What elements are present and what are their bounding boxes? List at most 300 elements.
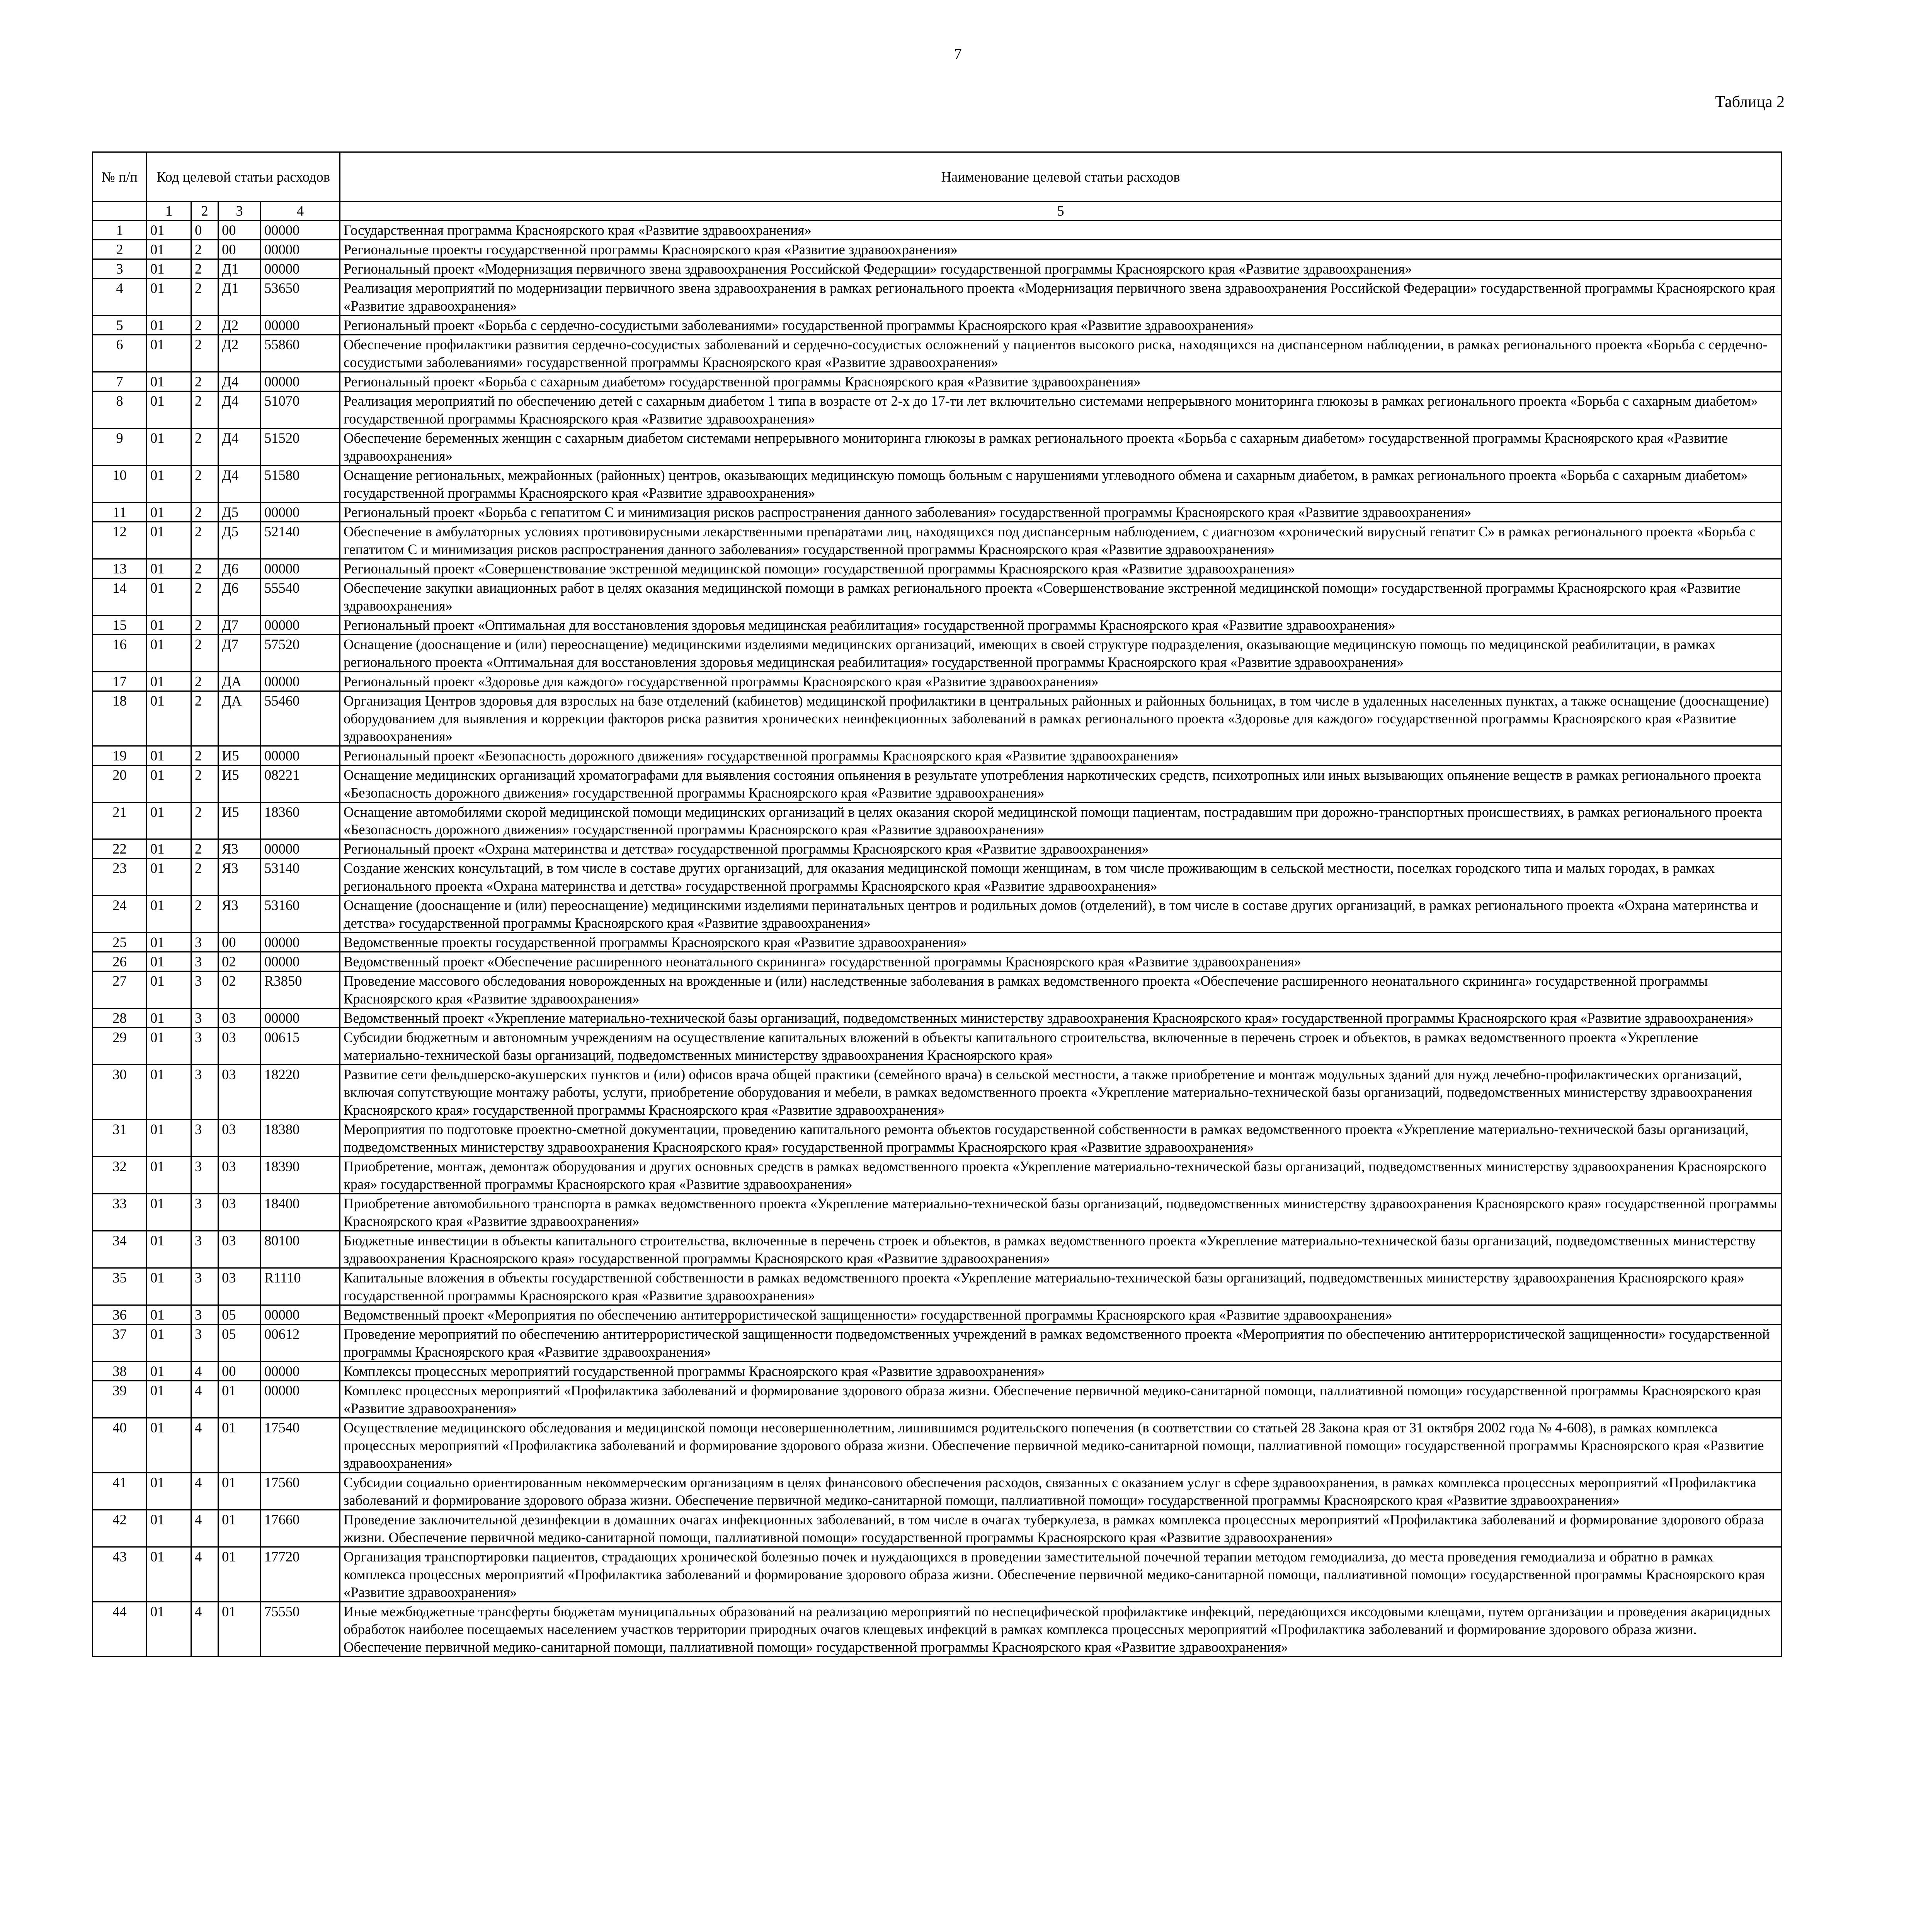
- row-number: 41: [93, 1473, 147, 1510]
- code-part-3: 00: [218, 933, 261, 952]
- code-part-2: 3: [191, 971, 218, 1009]
- row-number: 19: [93, 746, 147, 765]
- code-part-4: 00000: [261, 240, 340, 259]
- expense-name: Оснащение (дооснащение и (или) переоснащение) медицинскими изделиями медицинских организаций, имеющих в своей структуре подразделения, оказывающие медицинскую помощь по медицинской реабилитации, в рамках регионального проекта «Оптимальная для восстановления здоровья медицинская реабилитация» государственной программы Красноярского края «Развитие здравоохранения»: [340, 634, 1782, 672]
- expense-name: Региональный проект «Борьба с сердечно-сосудистыми заболеваниями» государственной программы Красноярского края «Развитие здравоохранения»: [340, 315, 1782, 335]
- code-part-3: 01: [218, 1418, 261, 1473]
- code-part-1: 01: [147, 391, 191, 428]
- row-number: 24: [93, 896, 147, 933]
- code-part-3: 03: [218, 1065, 261, 1120]
- table-row: [93, 240, 1782, 259]
- expense-name: Региональные проекты государственной программы Красноярского края «Развитие здравоохранения»: [340, 240, 1782, 259]
- row-number: 7: [93, 372, 147, 391]
- expense-name: Обеспечение беременных женщин с сахарным диабетом системами непрерывного мониторинга глюкозы в рамках регионального проекта «Борьба с сахарным диабетом» государственной программы Красноярского края «Развитие здравоохранения»: [340, 428, 1782, 465]
- code-part-2: 3: [191, 1157, 218, 1194]
- table-row: [93, 428, 1782, 465]
- column-number: 5: [340, 202, 1782, 221]
- table-row: [93, 933, 1782, 952]
- code-part-2: 2: [191, 335, 218, 372]
- table-row: [93, 278, 1782, 315]
- code-part-3: 05: [218, 1325, 261, 1362]
- code-part-1: 01: [147, 1268, 191, 1305]
- expense-name: Региональный проект «Совершенствование экстренной медицинской помощи» государственной программы Красноярского края «Развитие здравоохранения»: [340, 559, 1782, 578]
- code-part-1: 01: [147, 1157, 191, 1194]
- code-part-1: 01: [147, 802, 191, 839]
- code-part-4: 17660: [261, 1510, 340, 1547]
- header-num: № п/п: [93, 152, 147, 202]
- table-row: [93, 559, 1782, 578]
- table-row: [93, 765, 1782, 802]
- code-part-2: 2: [191, 765, 218, 802]
- code-part-2: 3: [191, 1325, 218, 1362]
- row-number: 17: [93, 672, 147, 691]
- expense-name: Государственная программа Красноярского края «Развитие здравоохранения»: [340, 220, 1782, 240]
- code-part-1: 01: [147, 428, 191, 465]
- expense-name: Региональный проект «Борьба с гепатитом С и минимизация рисков распространения данного заболевания» государственной программы Красноярского края «Развитие здравоохранения»: [340, 502, 1782, 522]
- code-part-2: 2: [191, 615, 218, 634]
- expense-name: Организация транспортировки пациентов, страдающих хронической болезнью почек и нуждающихся в проведении заместительной почечной терапии методом гемодиализа, до места проведения гемодиализа и обратно в рамках комплекса процессных мероприятий «Профилактика заболеваний и формирование здорового образа жизни. Обеспечение первичной медико-санитарной помощи, паллиативной помощи» государственной программы Красноярского края «Развитие здравоохранения»: [340, 1547, 1782, 1602]
- code-part-2: 2: [191, 240, 218, 259]
- code-part-4: 00000: [261, 952, 340, 971]
- code-part-3: 00: [218, 220, 261, 240]
- expense-name: Региональный проект «Оптимальная для восстановления здоровья медицинская реабилитация» государственной программы Красноярского края «Развитие здравоохранения»: [340, 615, 1782, 634]
- code-part-2: 2: [191, 372, 218, 391]
- code-part-1: 01: [147, 746, 191, 765]
- expense-name: Региональный проект «Здоровье для каждого» государственной программы Красноярского края «Развитие здравоохранения»: [340, 672, 1782, 691]
- code-part-4: 53140: [261, 859, 340, 896]
- code-part-3: 03: [218, 1028, 261, 1065]
- code-part-1: 01: [147, 1325, 191, 1362]
- column-number-blank: [93, 202, 147, 221]
- code-part-2: 3: [191, 952, 218, 971]
- row-number: 16: [93, 634, 147, 672]
- expense-name: Оснащение медицинских организаций хроматографами для выявления состояния опьянения в результате употребления наркотических средств, психотропных или иных вызывающих опьянение веществ в рамках регионального проекта «Безопасность дорожного движения» государственной программы Красноярского края «Развитие здравоохранения»: [340, 765, 1782, 802]
- code-part-1: 01: [147, 278, 191, 315]
- row-number: 2: [93, 240, 147, 259]
- table-row: [93, 578, 1782, 615]
- row-number: 13: [93, 559, 147, 578]
- code-part-4: 00612: [261, 1325, 340, 1362]
- row-number: 20: [93, 765, 147, 802]
- table-row: [93, 502, 1782, 522]
- table-row: [93, 1602, 1782, 1656]
- code-part-2: 4: [191, 1418, 218, 1473]
- code-part-2: 2: [191, 391, 218, 428]
- row-number: 22: [93, 839, 147, 859]
- expense-name: Мероприятия по подготовке проектно-сметной документации, проведению капитального ремонта объектов государственной собственности в рамках ведомственного проекта «Укрепление материально-технической базы организаций, подведомственных министерству здравоохранения Красноярского края» государственной программы Красноярского края «Развитие здравоохранения»: [340, 1120, 1782, 1157]
- code-part-2: 4: [191, 1473, 218, 1510]
- row-number: 3: [93, 259, 147, 278]
- code-part-4: 17720: [261, 1547, 340, 1602]
- table-row: [93, 1362, 1782, 1381]
- code-part-1: 01: [147, 952, 191, 971]
- row-number: 8: [93, 391, 147, 428]
- code-part-4: 00000: [261, 372, 340, 391]
- table-row: [93, 1381, 1782, 1418]
- row-number: 37: [93, 1325, 147, 1362]
- expense-name: Капитальные вложения в объекты государственной собственности в рамках ведомственного проекта «Укрепление материально-технической базы организаций, подведомственных министерству здравоохранения Красноярского края» государственной программы Красноярского края «Развитие здравоохранения»: [340, 1268, 1782, 1305]
- expense-name: Оснащение региональных, межрайонных (районных) центров, оказывающих медицинскую помощь больным с нарушениями углеводного обмена и сахарным диабетом, в рамках регионального проекта «Борьба с сахарным диабетом» государственной программы Красноярского края «Развитие здравоохранения»: [340, 465, 1782, 502]
- code-part-2: 2: [191, 465, 218, 502]
- code-part-2: 2: [191, 859, 218, 896]
- code-part-3: 01: [218, 1473, 261, 1510]
- code-part-4: 53160: [261, 896, 340, 933]
- code-part-2: 3: [191, 1194, 218, 1231]
- code-part-4: 00000: [261, 502, 340, 522]
- code-part-3: Д2: [218, 315, 261, 335]
- code-part-3: Д1: [218, 278, 261, 315]
- row-number: 43: [93, 1547, 147, 1602]
- row-number: 32: [93, 1157, 147, 1194]
- code-part-1: 01: [147, 1305, 191, 1325]
- expense-name: Проведение заключительной дезинфекции в домашних очагах инфекционных заболеваний, в том числе в очагах туберкулеза, в рамках комплекса процессных мероприятий «Профилактика заболеваний и формирование здорового образа жизни. Обеспечение первичной медико-санитарной помощи, паллиативной помощи» государственной программы Красноярского края «Развитие здравоохранения»: [340, 1510, 1782, 1547]
- expense-name: Реализация мероприятий по обеспечению детей с сахарным диабетом 1 типа в возрасте от 2-х до 17-ти лет включительно системами непрерывного мониторинга глюкозы в рамках регионального проекта «Борьба с сахарным диабетом» государственной программы Красноярского края «Развитие здравоохранения»: [340, 391, 1782, 428]
- budget-code-table: [92, 151, 1782, 1657]
- code-part-4: 00000: [261, 672, 340, 691]
- row-number: 18: [93, 691, 147, 746]
- code-part-2: 3: [191, 1305, 218, 1325]
- column-number-row: [93, 202, 1782, 221]
- row-number: 12: [93, 522, 147, 559]
- column-number: 3: [218, 202, 261, 221]
- code-part-4: 00615: [261, 1028, 340, 1065]
- expense-name: Региональный проект «Модернизация первичного звена здравоохранения Российской Федерации» государственной программы Красноярского края «Развитие здравоохранения»: [340, 259, 1782, 278]
- code-part-1: 01: [147, 634, 191, 672]
- code-part-3: Д7: [218, 615, 261, 634]
- code-part-3: Я3: [218, 839, 261, 859]
- row-number: 39: [93, 1381, 147, 1418]
- code-part-2: 2: [191, 522, 218, 559]
- code-part-4: 75550: [261, 1602, 340, 1656]
- row-number: 27: [93, 971, 147, 1009]
- code-part-3: 01: [218, 1602, 261, 1656]
- table-row: [93, 1194, 1782, 1231]
- table-row: [93, 1325, 1782, 1362]
- row-number: 1: [93, 220, 147, 240]
- table-row: [93, 259, 1782, 278]
- code-part-1: 01: [147, 1194, 191, 1231]
- code-part-3: 03: [218, 1194, 261, 1231]
- code-part-3: 02: [218, 971, 261, 1009]
- row-number: 38: [93, 1362, 147, 1381]
- table-row: [93, 315, 1782, 335]
- code-part-2: 2: [191, 259, 218, 278]
- code-part-4: 18220: [261, 1065, 340, 1120]
- table-row: [93, 802, 1782, 839]
- table-row: [93, 391, 1782, 428]
- table-row: [93, 1268, 1782, 1305]
- expense-name: Региональный проект «Охрана материнства и детства» государственной программы Красноярского края «Развитие здравоохранения»: [340, 839, 1782, 859]
- code-part-4: 18400: [261, 1194, 340, 1231]
- code-part-1: 01: [147, 1231, 191, 1268]
- code-part-4: 18390: [261, 1157, 340, 1194]
- code-part-4: 53650: [261, 278, 340, 315]
- code-part-3: 03: [218, 1157, 261, 1194]
- code-part-1: 01: [147, 859, 191, 896]
- code-part-3: Д1: [218, 259, 261, 278]
- expense-name: Субсидии бюджетным и автономным учреждениям на осуществление капитальных вложений в объекты капитального строительства, включенные в перечень строек и объектов, в рамках ведомственного проекта «Укрепление материально-технической базы организаций, подведомственных министерству здравоохранения Красноярского края»: [340, 1028, 1782, 1065]
- code-part-3: И5: [218, 746, 261, 765]
- code-part-4: 51520: [261, 428, 340, 465]
- code-part-4: 55460: [261, 691, 340, 746]
- code-part-2: 2: [191, 802, 218, 839]
- code-part-3: Я3: [218, 896, 261, 933]
- code-part-1: 01: [147, 1602, 191, 1656]
- code-part-4: 08221: [261, 765, 340, 802]
- code-part-2: 2: [191, 502, 218, 522]
- column-number: 1: [147, 202, 191, 221]
- code-part-1: 01: [147, 896, 191, 933]
- table-row: [93, 220, 1782, 240]
- expense-name: Ведомственный проект «Мероприятия по обеспечению антитеррористической защищенности» государственной программы Красноярского края «Развитие здравоохранения»: [340, 1305, 1782, 1325]
- table-row: [93, 859, 1782, 896]
- code-part-4: 00000: [261, 1362, 340, 1381]
- code-part-4: 51070: [261, 391, 340, 428]
- code-part-2: 2: [191, 559, 218, 578]
- row-number: 28: [93, 1009, 147, 1028]
- table-row: [93, 1305, 1782, 1325]
- table-row: [93, 615, 1782, 634]
- code-part-2: 2: [191, 691, 218, 746]
- expense-name: Региональный проект «Безопасность дорожного движения» государственной программы Красноярского края «Развитие здравоохранения»: [340, 746, 1782, 765]
- code-part-4: 57520: [261, 634, 340, 672]
- row-number: 5: [93, 315, 147, 335]
- expense-name: Проведение массового обследования новорожденных на врожденные и (или) наследственные заболевания в рамках ведомственного проекта «Обеспечение расширенного неонатального скрининга» государственной программы Красноярского края «Развитие здравоохранения»: [340, 971, 1782, 1009]
- code-part-3: Я3: [218, 859, 261, 896]
- row-number: 31: [93, 1120, 147, 1157]
- code-part-1: 01: [147, 465, 191, 502]
- code-part-2: 4: [191, 1547, 218, 1602]
- table-row: [93, 634, 1782, 672]
- code-part-4: 51580: [261, 465, 340, 502]
- header-name: Наименование целевой статьи расходов: [340, 152, 1782, 202]
- code-part-2: 4: [191, 1602, 218, 1656]
- table-row: [93, 672, 1782, 691]
- code-part-4: 55860: [261, 335, 340, 372]
- expense-name: Осуществление медицинского обследования и медицинской помощи несовершеннолетним, лишившимся родительского попечения (в соответствии со статьей 28 Закона края от 31 октября 2002 года № 4-608), в рамках комплекса процессных мероприятий «Профилактика заболеваний и формирование здорового образа жизни. Обеспечение первичной медико-санитарной помощи, паллиативной помощи» государственной программы Красноярского края «Развитие здравоохранения»: [340, 1418, 1782, 1473]
- code-part-1: 01: [147, 1065, 191, 1120]
- code-part-2: 3: [191, 1065, 218, 1120]
- code-part-1: 01: [147, 672, 191, 691]
- expense-name: Оснащение (дооснащение и (или) переоснащение) медицинскими изделиями перинатальных центров и родильных домов (отделений), в том числе в составе других организаций, в рамках регионального проекта «Охрана материнства и детства» государственной программы Красноярского края «Развитие здравоохранения»: [340, 896, 1782, 933]
- code-part-2: 2: [191, 896, 218, 933]
- code-part-1: 01: [147, 839, 191, 859]
- code-part-1: 01: [147, 1120, 191, 1157]
- code-part-3: Д6: [218, 559, 261, 578]
- code-part-4: 00000: [261, 933, 340, 952]
- expense-name: Ведомственные проекты государственной программы Красноярского края «Развитие здравоохранения»: [340, 933, 1782, 952]
- code-part-3: И5: [218, 765, 261, 802]
- code-part-1: 01: [147, 220, 191, 240]
- expense-name: Комплексы процессных мероприятий государственной программы Красноярского края «Развитие здравоохранения»: [340, 1362, 1782, 1381]
- row-number: 30: [93, 1065, 147, 1120]
- code-part-1: 01: [147, 502, 191, 522]
- code-part-4: R1110: [261, 1268, 340, 1305]
- code-part-1: 01: [147, 615, 191, 634]
- row-number: 10: [93, 465, 147, 502]
- code-part-2: 4: [191, 1381, 218, 1418]
- code-part-3: 01: [218, 1510, 261, 1547]
- row-number: 40: [93, 1418, 147, 1473]
- code-part-1: 01: [147, 335, 191, 372]
- code-part-2: 3: [191, 1120, 218, 1157]
- row-number: 36: [93, 1305, 147, 1325]
- table-row: [93, 896, 1782, 933]
- code-part-4: 55540: [261, 578, 340, 615]
- code-part-1: 01: [147, 765, 191, 802]
- page-number: 7: [954, 46, 962, 62]
- row-number: 4: [93, 278, 147, 315]
- code-part-1: 01: [147, 559, 191, 578]
- table-row: [93, 746, 1782, 765]
- row-number: 33: [93, 1194, 147, 1231]
- code-part-1: 01: [147, 1028, 191, 1065]
- code-part-1: 01: [147, 259, 191, 278]
- row-number: 23: [93, 859, 147, 896]
- column-number: 4: [261, 202, 340, 221]
- budget-table-container: [92, 151, 1781, 1657]
- table-row: [93, 465, 1782, 502]
- code-part-1: 01: [147, 971, 191, 1009]
- code-part-3: 03: [218, 1268, 261, 1305]
- row-number: 14: [93, 578, 147, 615]
- table-row: [93, 1009, 1782, 1028]
- expense-name: Создание женских консультаций, в том числе в составе других организаций, для оказания медицинской помощи женщинам, в том числе проживающим в сельской местности, поселках городского типа и малых городах, в рамках регионального проекта «Охрана материнства и детства» государственной программы Красноярского края «Развитие здравоохранения»: [340, 859, 1782, 896]
- table-row: [93, 1028, 1782, 1065]
- table-row: [93, 1231, 1782, 1268]
- expense-name: Обеспечение в амбулаторных условиях противовирусными лекарственными препаратами лиц, находящихся под диспансерным наблюдением, с диагнозом «хронический вирусный гепатит С» в рамках регионального проекта «Борьба с гепатитом С и минимизация рисков распространения данного заболевания» государственной программы Красноярского края «Развитие здравоохранения»: [340, 522, 1782, 559]
- code-part-3: ДА: [218, 672, 261, 691]
- table-row: [93, 839, 1782, 859]
- code-part-4: R3850: [261, 971, 340, 1009]
- code-part-3: 01: [218, 1547, 261, 1602]
- row-number: 21: [93, 802, 147, 839]
- code-part-2: 3: [191, 1009, 218, 1028]
- code-part-1: 01: [147, 933, 191, 952]
- code-part-1: 01: [147, 315, 191, 335]
- expense-name: Комплекс процессных мероприятий «Профилактика заболеваний и формирование здорового образа жизни. Обеспечение первичной медико-санитарной помощи, паллиативной помощи» государственной программы Красноярского края «Развитие здравоохранения»: [340, 1381, 1782, 1418]
- row-number: 42: [93, 1510, 147, 1547]
- table-row: [93, 1547, 1782, 1602]
- code-part-4: 00000: [261, 615, 340, 634]
- code-part-3: ДА: [218, 691, 261, 746]
- code-part-3: 00: [218, 240, 261, 259]
- row-number: 11: [93, 502, 147, 522]
- table-row: [93, 971, 1782, 1009]
- code-part-1: 01: [147, 1547, 191, 1602]
- row-number: 15: [93, 615, 147, 634]
- code-part-1: 01: [147, 1362, 191, 1381]
- code-part-2: 2: [191, 578, 218, 615]
- code-part-3: Д4: [218, 391, 261, 428]
- expense-name: Субсидии социально ориентированным некоммерческим организациям в целях финансового обеспечения расходов, связанных с оказанием услуг в сфере здравоохранения, в рамках комплекса процессных мероприятий «Профилактика заболеваний и формирование здорового образа жизни. Обеспечение первичной медико-санитарной помощи, паллиативной помощи» государственной программы Красноярского края «Развитие здравоохранения»: [340, 1473, 1782, 1510]
- code-part-1: 01: [147, 1009, 191, 1028]
- row-number: 44: [93, 1602, 147, 1656]
- code-part-4: 00000: [261, 315, 340, 335]
- code-part-2: 0: [191, 220, 218, 240]
- code-part-2: 2: [191, 839, 218, 859]
- expense-name: Проведение мероприятий по обеспечению антитеррористической защищенности подведомственных учреждений в рамках ведомственного проекта «Мероприятия по обеспечению антитеррористической защищенности» государственной программы Красноярского края «Развитие здравоохранения»: [340, 1325, 1782, 1362]
- table-row: [93, 1510, 1782, 1547]
- expense-name: Организация Центров здоровья для взрослых на базе отделений (кабинетов) медицинской профилактики в центральных районных и районных больницах, в том числе в удаленных населенных пунктах, а также оснащение (дооснащение) оборудованием для выявления и коррекции факторов риска развития хронических неинфекционных заболеваний в рамках регионального проекта «Здоровье для каждого» государственной программы Красноярского края «Развитие здравоохранения»: [340, 691, 1782, 746]
- code-part-4: 00000: [261, 559, 340, 578]
- column-number: 2: [191, 202, 218, 221]
- code-part-3: 02: [218, 952, 261, 971]
- table-row: [93, 1120, 1782, 1157]
- code-part-2: 3: [191, 933, 218, 952]
- code-part-4: 52140: [261, 522, 340, 559]
- expense-name: Бюджетные инвестиции в объекты капитального строительства, включенные в перечень строек и объектов, в рамках ведомственного проекта «Укрепление материально-технической базы организаций, подведомственных министерству здравоохранения Красноярского края» государственной программы Красноярского края «Развитие здравоохранения»: [340, 1231, 1782, 1268]
- table-row: [93, 691, 1782, 746]
- code-part-3: Д5: [218, 502, 261, 522]
- row-number: 6: [93, 335, 147, 372]
- code-part-1: 01: [147, 691, 191, 746]
- code-part-1: 01: [147, 578, 191, 615]
- code-part-3: Д4: [218, 428, 261, 465]
- expense-name: Ведомственный проект «Укрепление материально-технической базы организаций, подведомственных министерству здравоохранения Красноярского края» государственной программы Красноярского края «Развитие здравоохранения»: [340, 1009, 1782, 1028]
- code-part-3: 03: [218, 1009, 261, 1028]
- expense-name: Оснащение автомобилями скорой медицинской помощи медицинских организаций в целях оказания скорой медицинской помощи пациентам, пострадавшим при дорожно-транспортных происшествиях, в рамках регионального проекта «Безопасность дорожного движения» государственной программы Красноярского края «Развитие здравоохранения»: [340, 802, 1782, 839]
- code-part-3: 03: [218, 1231, 261, 1268]
- table-row: [93, 372, 1782, 391]
- header-code-group: Код целевой статьи расходов: [147, 152, 340, 202]
- code-part-1: 01: [147, 1418, 191, 1473]
- expense-name: Ведомственный проект «Обеспечение расширенного неонатального скрининга» государственной программы Красноярского края «Развитие здравоохранения»: [340, 952, 1782, 971]
- code-part-2: 4: [191, 1510, 218, 1547]
- code-part-3: Д4: [218, 372, 261, 391]
- row-number: 35: [93, 1268, 147, 1305]
- code-part-2: 3: [191, 1268, 218, 1305]
- code-part-1: 01: [147, 372, 191, 391]
- code-part-4: 18380: [261, 1120, 340, 1157]
- table-row: [93, 1418, 1782, 1473]
- expense-name: Приобретение автомобильного транспорта в рамках ведомственного проекта «Укрепление материально-технической базы организаций, подведомственных министерству здравоохранения Красноярского края» государственной программы Красноярского края «Развитие здравоохранения»: [340, 1194, 1782, 1231]
- row-number: 26: [93, 952, 147, 971]
- code-part-1: 01: [147, 1381, 191, 1418]
- code-part-1: 01: [147, 1510, 191, 1547]
- code-part-3: 05: [218, 1305, 261, 1325]
- expense-name: Развитие сети фельдшерско-акушерских пунктов и (или) офисов врача общей практики (семейного врача) в сельской местности, а также приобретение и монтаж модульных зданий для нужд лечебно-профилактических организаций, включая сопутствующие монтажу работы, услуги, приобретение оборудования и мебели, в рамках ведомственного проекта «Укрепление материально-технической базы организаций, подведомственных министерству здравоохранения Красноярского края» государственной программы Красноярского края «Развитие здравоохранения»: [340, 1065, 1782, 1120]
- code-part-4: 18360: [261, 802, 340, 839]
- code-part-2: 3: [191, 1028, 218, 1065]
- code-part-4: 00000: [261, 1381, 340, 1418]
- table-row: [93, 1473, 1782, 1510]
- table-row: [93, 952, 1782, 971]
- code-part-2: 2: [191, 428, 218, 465]
- table-body: [93, 220, 1782, 1656]
- row-number: 9: [93, 428, 147, 465]
- code-part-2: 2: [191, 634, 218, 672]
- code-part-3: Д5: [218, 522, 261, 559]
- code-part-3: И5: [218, 802, 261, 839]
- table-row: [93, 1157, 1782, 1194]
- table-row: [93, 522, 1782, 559]
- row-number: 29: [93, 1028, 147, 1065]
- code-part-2: 2: [191, 746, 218, 765]
- code-part-3: Д7: [218, 634, 261, 672]
- code-part-4: 00000: [261, 259, 340, 278]
- code-part-2: 2: [191, 278, 218, 315]
- code-part-4: 00000: [261, 839, 340, 859]
- code-part-3: 01: [218, 1381, 261, 1418]
- code-part-3: 03: [218, 1120, 261, 1157]
- code-part-2: 4: [191, 1362, 218, 1381]
- row-number: 34: [93, 1231, 147, 1268]
- code-part-4: 17540: [261, 1418, 340, 1473]
- code-part-1: 01: [147, 522, 191, 559]
- code-part-1: 01: [147, 240, 191, 259]
- table-caption: Таблица 2: [1715, 93, 1785, 111]
